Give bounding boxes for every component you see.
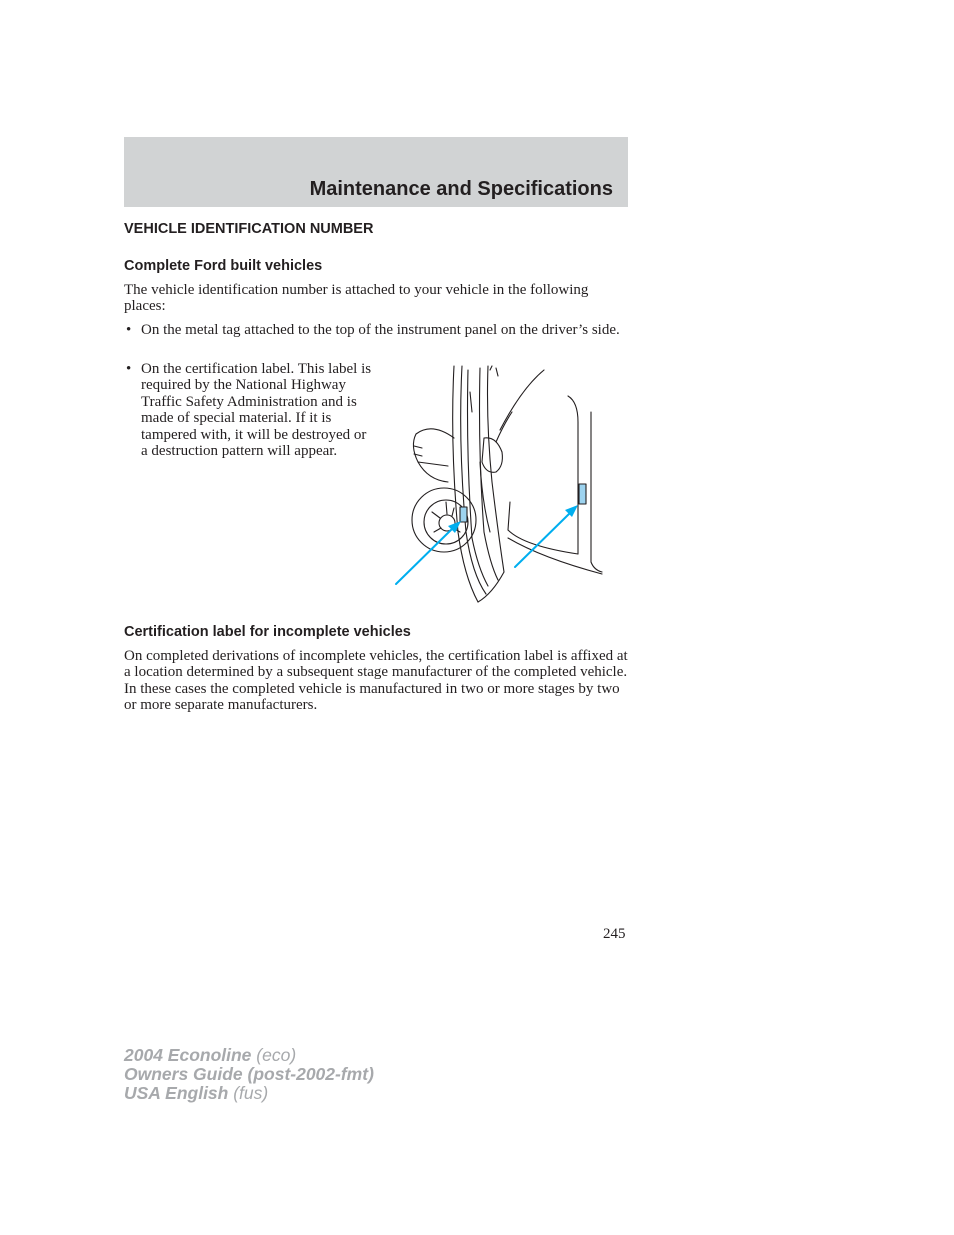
bullet-symbol: • [126, 322, 132, 338]
footer-model-code: (eco) [251, 1045, 297, 1065]
door-hinge-mark [470, 392, 472, 412]
door-rear-edge [488, 366, 505, 572]
door-edge-2 [461, 366, 486, 594]
document-footer [124, 1046, 374, 1103]
list-item [124, 322, 628, 338]
list-item [124, 361, 375, 459]
bullet-text-certification-label: On the certification label. This label is required by the National Highway Traffic Safety Administration and is made of special material. If it is tampered with, it will be destroyed or a destruction pattern will appear. [141, 361, 372, 460]
incomplete-vehicles-paragraph: On completed derivations of incomplete vehicles, the certification label is affixed at a location determined by a subsequent stage manufacturer of the completed vehicle. In these cases the completed vehicle is manufactured in two or more stages by two or more separate manufacturers. [124, 648, 628, 714]
sill-outer-line [508, 538, 602, 574]
vehicle-door-label-illustration [392, 362, 604, 604]
intro-paragraph: The vehicle identification number is attached to your vehicle in the following places: [124, 282, 589, 315]
door-edge-label [460, 507, 467, 522]
footer-guide: Owners Guide (post-2002-fmt) [124, 1064, 374, 1084]
footer-language: USA English [124, 1083, 229, 1103]
sill-inner-edge [508, 502, 510, 530]
door-frame-rear [568, 396, 578, 554]
door-inner-panel-edge [480, 368, 499, 580]
door-top-marks [490, 366, 498, 376]
door-leading-edge [453, 366, 478, 602]
pillar-label [579, 484, 586, 504]
subsection-heading-incomplete: Certification label for incomplete vehicles [124, 624, 411, 640]
section-header-title: Maintenance and Specifications [309, 178, 613, 200]
body-side-line [591, 412, 602, 572]
page-number: 245 [603, 926, 626, 942]
pillar-edge [496, 412, 512, 442]
door-handle-pocket [482, 438, 502, 473]
subsection-heading-ford-built: Complete Ford built vehicles [124, 258, 323, 274]
section-header-band [124, 137, 628, 207]
bullet-symbol: • [126, 361, 132, 377]
arrow-to-door-label [396, 528, 453, 584]
footer-model: 2004 Econoline [124, 1045, 252, 1065]
fender-crease [418, 462, 448, 466]
footer-language-code: (fus) [228, 1083, 269, 1103]
bullet-text-metal-tag: On the metal tag attached to the top of the instrument panel on the driver’s side. [141, 322, 620, 338]
section-title: VEHICLE IDENTIFICATION NUMBER [124, 221, 374, 237]
door-sill-line [508, 530, 578, 554]
fender-vents [414, 446, 422, 456]
